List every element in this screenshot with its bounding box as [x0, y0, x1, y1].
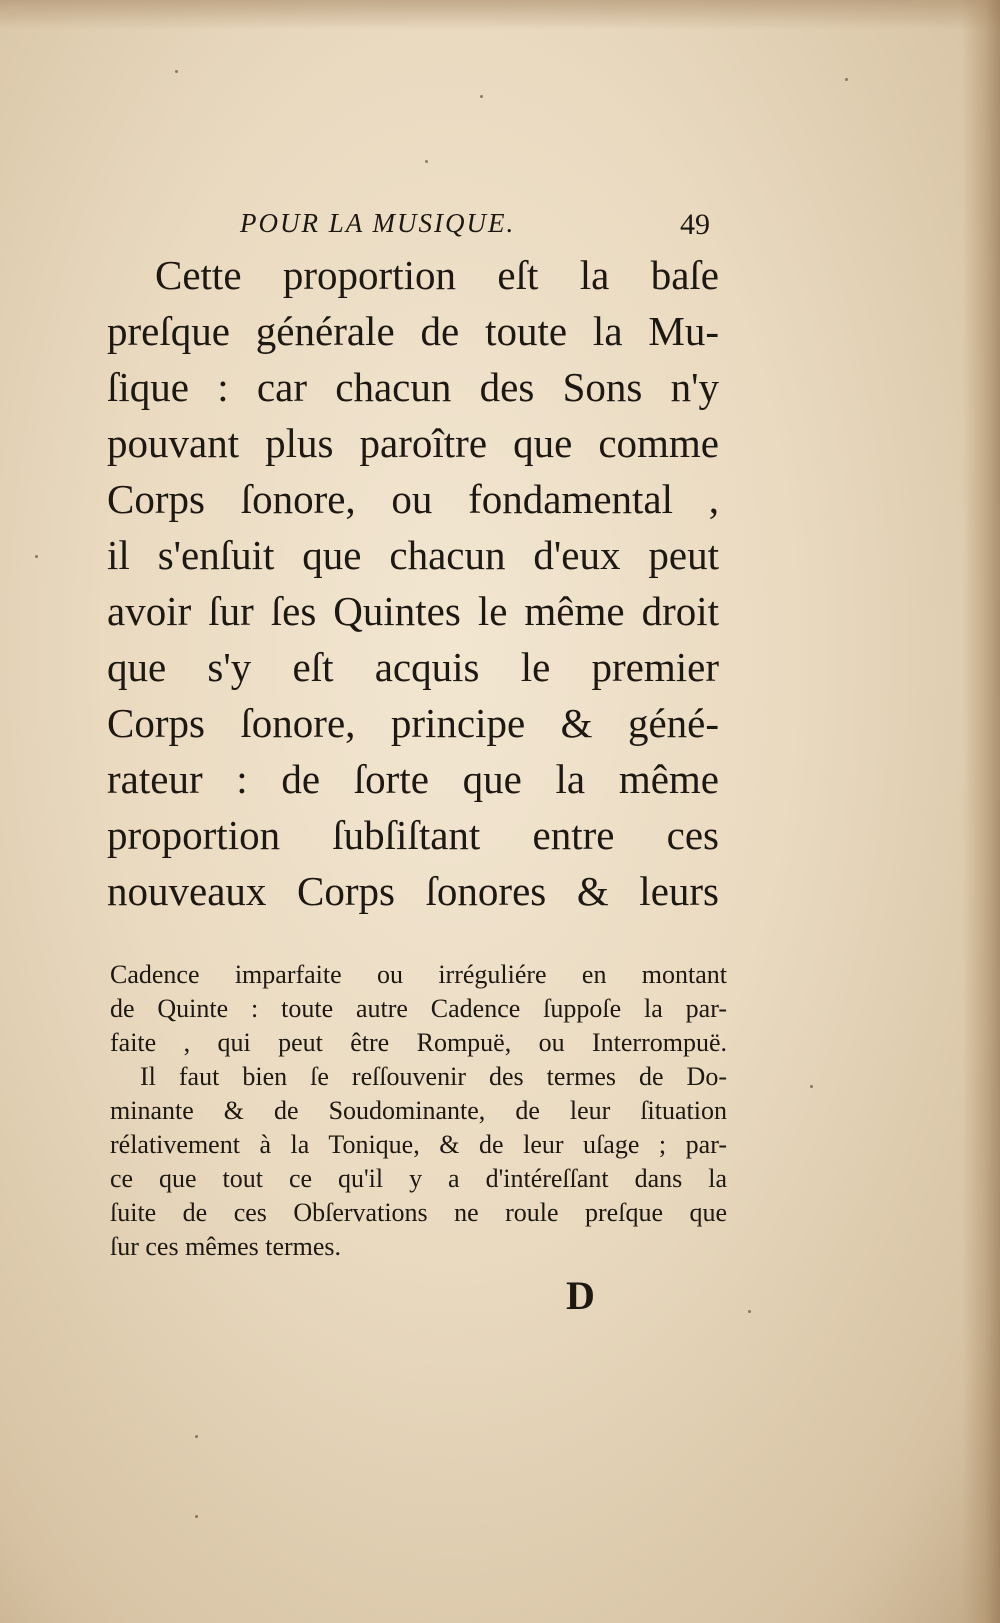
paper-speck: [195, 1435, 198, 1438]
paper-speck: [175, 70, 178, 73]
text-line: preſque générale de toute la Mu-: [107, 308, 719, 354]
text-line: rateur : de ſorte que la même: [107, 756, 719, 802]
paper-speck: [195, 1515, 198, 1518]
paper-speck: [810, 1085, 813, 1088]
paper-speck: [35, 555, 38, 558]
footnote-line: Cadence imparfaite ou irréguliére en montant: [110, 960, 727, 989]
paper-speck: [425, 160, 428, 163]
footnote-line: rélativement à la Tonique, & de leur uſage ; par-: [110, 1130, 727, 1159]
page-top-shadow: [0, 0, 1000, 30]
paper-speck: [748, 1310, 751, 1313]
footnote-line: minante & de Soudominante, de leur ſituation: [110, 1096, 727, 1125]
footnote-line: ſuite de ces Obſervations ne roule preſque que: [110, 1198, 727, 1227]
page-header: [240, 206, 710, 246]
footnote-line: de Quinte : toute autre Cadence ſuppoſe la par-: [110, 994, 727, 1023]
paper-speck: [845, 78, 848, 81]
running-title: POUR LA MUSIQUE.: [240, 208, 516, 238]
text-line: ſique : car chacun des Sons n'y: [107, 364, 719, 410]
footnote-line: faite , qui peut être Rompuë, ou Interrompuë.: [110, 1028, 727, 1057]
footnote-line: ſur ces mêmes termes.: [110, 1232, 342, 1261]
text-line: nouveaux Corps ſonores & leurs: [107, 868, 719, 914]
signature-mark: D: [566, 1273, 595, 1318]
text-line: que s'y eſt acquis le premier: [107, 644, 719, 690]
text-line: Corps ſonore, principe & géné-: [107, 700, 719, 746]
footnote-line: Il faut bien ſe reſſouvenir des termes de Do-: [140, 1062, 727, 1091]
text-line: Cette proportion eſt la baſe: [155, 252, 719, 298]
text-line: il s'enſuit que chacun d'eux peut: [107, 532, 719, 578]
text-line: pouvant plus paroître que comme: [107, 420, 719, 466]
page-number: 49: [680, 208, 710, 241]
footnote-line: ce que tout ce qu'il y a d'intéreſſant dans la: [110, 1164, 727, 1193]
text-line: Corps ſonore, ou fondamental ,: [107, 476, 719, 522]
text-line: avoir ſur ſes Quintes le même droit: [107, 588, 719, 634]
paper-speck: [480, 95, 483, 98]
page-edge-shadow: [962, 0, 1000, 1623]
text-line: proportion ſubſiſtant entre ces: [107, 812, 719, 858]
footnote-block: [110, 958, 727, 1264]
main-text: [107, 247, 719, 919]
